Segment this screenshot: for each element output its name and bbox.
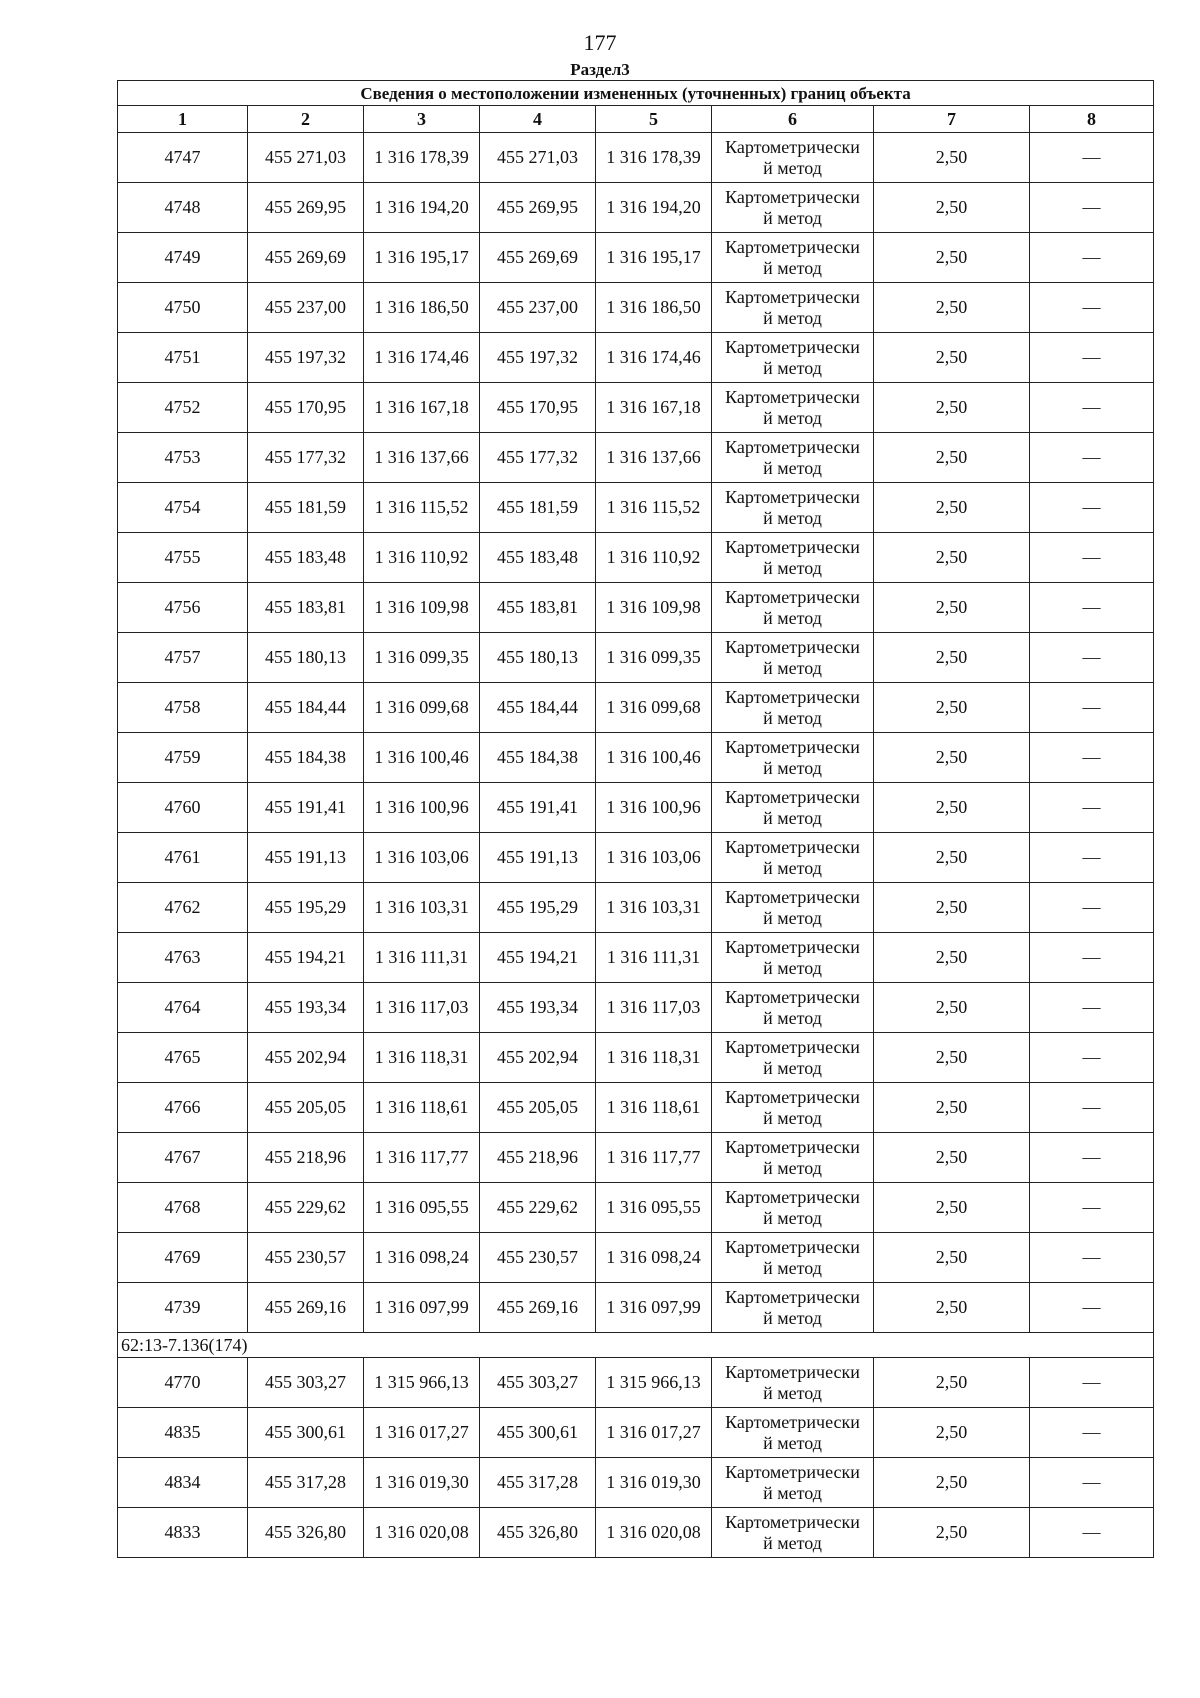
cell-accuracy: 2,50 — [874, 683, 1030, 733]
cell-description: — — [1030, 633, 1154, 683]
cell-x-new: 455 202,94 — [480, 1033, 596, 1083]
table-row — [118, 283, 1154, 333]
cell-x-old: 455 194,21 — [248, 933, 364, 983]
table-row — [118, 1083, 1154, 1133]
cell-description: — — [1030, 833, 1154, 883]
cell-x-new: 455 237,00 — [480, 283, 596, 333]
cell-y-new: 1 316 195,17 — [596, 233, 712, 283]
cell-accuracy: 2,50 — [874, 883, 1030, 933]
table-row — [118, 1508, 1154, 1558]
cell-description: — — [1030, 883, 1154, 933]
cell-y-new: 1 316 117,77 — [596, 1133, 712, 1183]
section-title: Раздел3 — [570, 60, 630, 79]
cell-y-new: 1 316 118,31 — [596, 1033, 712, 1083]
cell-y-new: 1 316 118,61 — [596, 1083, 712, 1133]
cell-y-old: 1 316 195,17 — [364, 233, 480, 283]
table-row — [118, 983, 1154, 1033]
table-row — [118, 783, 1154, 833]
cell-y-old: 1 316 167,18 — [364, 383, 480, 433]
cell-description: — — [1030, 1083, 1154, 1133]
cell-point-number: 4760 — [118, 783, 248, 833]
cell-x-old: 455 230,57 — [248, 1233, 364, 1283]
table-row — [118, 183, 1154, 233]
table-row — [118, 833, 1154, 883]
cell-y-new: 1 316 099,68 — [596, 683, 712, 733]
cell-description: — — [1030, 1458, 1154, 1508]
cell-y-old: 1 316 020,08 — [364, 1508, 480, 1558]
cell-method: Картометрически й метод — [712, 833, 874, 883]
cell-accuracy: 2,50 — [874, 1083, 1030, 1133]
cell-method: Картометрически й метод — [712, 383, 874, 433]
column-header: 2 — [248, 106, 364, 133]
column-header: 7 — [874, 106, 1030, 133]
cell-method: Картометрически й метод — [712, 133, 874, 183]
cell-x-old: 455 184,44 — [248, 683, 364, 733]
cell-method: Картометрически й метод — [712, 233, 874, 283]
cell-accuracy: 2,50 — [874, 933, 1030, 983]
table-row — [118, 483, 1154, 533]
cell-x-old: 455 193,34 — [248, 983, 364, 1033]
table-row — [118, 883, 1154, 933]
cell-x-old: 455 237,00 — [248, 283, 364, 333]
cell-y-old: 1 316 111,31 — [364, 933, 480, 983]
cell-point-number: 4766 — [118, 1083, 248, 1133]
cell-x-new: 455 230,57 — [480, 1233, 596, 1283]
table-row — [118, 733, 1154, 783]
cell-y-old: 1 316 098,24 — [364, 1233, 480, 1283]
cell-y-old: 1 316 019,30 — [364, 1458, 480, 1508]
cell-method: Картометрически й метод — [712, 1233, 874, 1283]
cell-method: Картометрически й метод — [712, 1408, 874, 1458]
cell-method: Картометрически й метод — [712, 1183, 874, 1233]
cell-y-old: 1 316 017,27 — [364, 1408, 480, 1458]
cell-x-old: 455 195,29 — [248, 883, 364, 933]
cell-y-old: 1 316 117,03 — [364, 983, 480, 1033]
cell-point-number: 4754 — [118, 483, 248, 533]
cell-y-old: 1 316 118,31 — [364, 1033, 480, 1083]
cell-method: Картометрически й метод — [712, 1083, 874, 1133]
cell-method: Картометрически й метод — [712, 983, 874, 1033]
cell-description: — — [1030, 683, 1154, 733]
cell-description: — — [1030, 1408, 1154, 1458]
cell-x-old: 455 205,05 — [248, 1083, 364, 1133]
cell-x-new: 455 177,32 — [480, 433, 596, 483]
cell-x-old: 455 197,32 — [248, 333, 364, 383]
cell-y-old: 1 316 100,46 — [364, 733, 480, 783]
cell-y-new: 1 315 966,13 — [596, 1358, 712, 1408]
cell-accuracy: 2,50 — [874, 1233, 1030, 1283]
table-row — [118, 433, 1154, 483]
cell-y-new: 1 316 194,20 — [596, 183, 712, 233]
cell-description: — — [1030, 433, 1154, 483]
cell-description: — — [1030, 1358, 1154, 1408]
cell-accuracy: 2,50 — [874, 1458, 1030, 1508]
cell-accuracy: 2,50 — [874, 583, 1030, 633]
cell-accuracy: 2,50 — [874, 1183, 1030, 1233]
cell-accuracy: 2,50 — [874, 783, 1030, 833]
cell-description: — — [1030, 783, 1154, 833]
cell-description: — — [1030, 1233, 1154, 1283]
cell-x-new: 455 181,59 — [480, 483, 596, 533]
cell-x-old: 455 184,38 — [248, 733, 364, 783]
cell-description: — — [1030, 283, 1154, 333]
cell-x-old: 455 229,62 — [248, 1183, 364, 1233]
table-row — [118, 383, 1154, 433]
cell-accuracy: 2,50 — [874, 133, 1030, 183]
cell-description: — — [1030, 933, 1154, 983]
cell-x-new: 455 183,81 — [480, 583, 596, 633]
cell-x-new: 455 229,62 — [480, 1183, 596, 1233]
cell-x-new: 455 183,48 — [480, 533, 596, 583]
cell-description: — — [1030, 183, 1154, 233]
cell-y-new: 1 316 095,55 — [596, 1183, 712, 1233]
cell-y-old: 1 316 097,99 — [364, 1283, 480, 1333]
cell-description: — — [1030, 133, 1154, 183]
cell-x-old: 455 300,61 — [248, 1408, 364, 1458]
cell-y-new: 1 316 097,99 — [596, 1283, 712, 1333]
cell-x-new: 455 184,44 — [480, 683, 596, 733]
cell-method: Картометрически й метод — [712, 333, 874, 383]
cell-y-new: 1 316 174,46 — [596, 333, 712, 383]
cell-point-number: 4749 — [118, 233, 248, 283]
cell-method: Картометрически й метод — [712, 1033, 874, 1083]
cell-x-new: 455 300,61 — [480, 1408, 596, 1458]
cell-description: — — [1030, 1033, 1154, 1083]
group-label: 62:13-7.136(174) — [118, 1333, 1154, 1358]
cell-point-number: 4767 — [118, 1133, 248, 1183]
cell-x-old: 455 271,03 — [248, 133, 364, 183]
cell-x-old: 455 303,27 — [248, 1358, 364, 1408]
cell-point-number: 4759 — [118, 733, 248, 783]
cell-point-number: 4756 — [118, 583, 248, 633]
cell-y-old: 1 316 194,20 — [364, 183, 480, 233]
cell-x-new: 455 197,32 — [480, 333, 596, 383]
table-row — [118, 233, 1154, 283]
cell-y-new: 1 316 103,06 — [596, 833, 712, 883]
cell-description: — — [1030, 333, 1154, 383]
cell-point-number: 4768 — [118, 1183, 248, 1233]
cell-x-old: 455 269,69 — [248, 233, 364, 283]
cell-y-old: 1 315 966,13 — [364, 1358, 480, 1408]
cell-y-old: 1 316 099,68 — [364, 683, 480, 733]
cell-method: Картометрически й метод — [712, 733, 874, 783]
table-row — [118, 1233, 1154, 1283]
cell-y-new: 1 316 100,46 — [596, 733, 712, 783]
cell-y-new: 1 316 178,39 — [596, 133, 712, 183]
cell-x-old: 455 202,94 — [248, 1033, 364, 1083]
cell-y-old: 1 316 115,52 — [364, 483, 480, 533]
table-row — [118, 1408, 1154, 1458]
cell-point-number: 4761 — [118, 833, 248, 883]
cell-y-new: 1 316 110,92 — [596, 533, 712, 583]
cell-point-number: 4769 — [118, 1233, 248, 1283]
coordinates-table — [117, 80, 1154, 1558]
table-row — [118, 1358, 1154, 1408]
cell-point-number: 4751 — [118, 333, 248, 383]
cell-y-new: 1 316 020,08 — [596, 1508, 712, 1558]
cell-x-old: 455 183,81 — [248, 583, 364, 633]
cell-method: Картометрически й метод — [712, 1133, 874, 1183]
cell-x-new: 455 180,13 — [480, 633, 596, 683]
cell-accuracy: 2,50 — [874, 1283, 1030, 1333]
table-row — [118, 533, 1154, 583]
cell-y-new: 1 316 100,96 — [596, 783, 712, 833]
cell-x-old: 455 191,13 — [248, 833, 364, 883]
cell-method: Картометрически й метод — [712, 1458, 874, 1508]
cell-y-old: 1 316 110,92 — [364, 533, 480, 583]
cell-y-old: 1 316 178,39 — [364, 133, 480, 183]
cell-x-new: 455 193,34 — [480, 983, 596, 1033]
cell-x-new: 455 269,95 — [480, 183, 596, 233]
cell-point-number: 4765 — [118, 1033, 248, 1083]
cell-accuracy: 2,50 — [874, 383, 1030, 433]
cell-accuracy: 2,50 — [874, 833, 1030, 883]
cell-point-number: 4750 — [118, 283, 248, 333]
cell-description: — — [1030, 533, 1154, 583]
cell-y-new: 1 316 186,50 — [596, 283, 712, 333]
cell-accuracy: 2,50 — [874, 283, 1030, 333]
cell-method: Картометрически й метод — [712, 933, 874, 983]
cell-point-number: 4755 — [118, 533, 248, 583]
cell-y-old: 1 316 174,46 — [364, 333, 480, 383]
cell-description: — — [1030, 733, 1154, 783]
cell-y-new: 1 316 137,66 — [596, 433, 712, 483]
cell-accuracy: 2,50 — [874, 1033, 1030, 1083]
cell-y-old: 1 316 118,61 — [364, 1083, 480, 1133]
cell-description: — — [1030, 583, 1154, 633]
cell-method: Картометрически й метод — [712, 633, 874, 683]
table-row — [118, 933, 1154, 983]
cell-point-number: 4758 — [118, 683, 248, 733]
cell-point-number: 4752 — [118, 383, 248, 433]
cell-x-new: 455 303,27 — [480, 1358, 596, 1408]
cell-y-old: 1 316 103,31 — [364, 883, 480, 933]
cell-x-old: 455 170,95 — [248, 383, 364, 433]
table-row — [118, 633, 1154, 683]
cell-accuracy: 2,50 — [874, 983, 1030, 1033]
cell-accuracy: 2,50 — [874, 233, 1030, 283]
table-row — [118, 1133, 1154, 1183]
cell-accuracy: 2,50 — [874, 483, 1030, 533]
cell-y-old: 1 316 117,77 — [364, 1133, 480, 1183]
cell-y-new: 1 316 098,24 — [596, 1233, 712, 1283]
cell-method: Картометрически й метод — [712, 583, 874, 633]
cell-x-old: 455 177,32 — [248, 433, 364, 483]
cell-x-new: 455 317,28 — [480, 1458, 596, 1508]
column-header: 5 — [596, 106, 712, 133]
cell-description: — — [1030, 1283, 1154, 1333]
cell-description: — — [1030, 383, 1154, 433]
cell-method: Картометрически й метод — [712, 1358, 874, 1408]
cell-method: Картометрически й метод — [712, 183, 874, 233]
cell-y-old: 1 316 137,66 — [364, 433, 480, 483]
cell-point-number: 4748 — [118, 183, 248, 233]
cell-x-new: 455 326,80 — [480, 1508, 596, 1558]
cell-y-new: 1 316 167,18 — [596, 383, 712, 433]
cell-x-new: 455 269,69 — [480, 233, 596, 283]
cell-method: Картометрически й метод — [712, 433, 874, 483]
cell-y-new: 1 316 019,30 — [596, 1458, 712, 1508]
cell-point-number: 4757 — [118, 633, 248, 683]
cell-x-new: 455 205,05 — [480, 1083, 596, 1133]
cell-y-new: 1 316 111,31 — [596, 933, 712, 983]
cell-y-new: 1 316 117,03 — [596, 983, 712, 1033]
cell-point-number: 4762 — [118, 883, 248, 933]
cell-x-new: 455 218,96 — [480, 1133, 596, 1183]
cell-description: — — [1030, 233, 1154, 283]
cell-point-number: 4747 — [118, 133, 248, 183]
cell-y-old: 1 316 186,50 — [364, 283, 480, 333]
cell-y-new: 1 316 109,98 — [596, 583, 712, 633]
cell-accuracy: 2,50 — [874, 1408, 1030, 1458]
table-row — [118, 1283, 1154, 1333]
cell-x-new: 455 194,21 — [480, 933, 596, 983]
cell-point-number: 4764 — [118, 983, 248, 1033]
cell-accuracy: 2,50 — [874, 183, 1030, 233]
cell-y-old: 1 316 099,35 — [364, 633, 480, 683]
cell-x-new: 455 191,41 — [480, 783, 596, 833]
cell-description: — — [1030, 983, 1154, 1033]
table-row — [118, 333, 1154, 383]
cell-accuracy: 2,50 — [874, 733, 1030, 783]
column-header: 3 — [364, 106, 480, 133]
column-header: 4 — [480, 106, 596, 133]
cell-y-new: 1 316 103,31 — [596, 883, 712, 933]
column-header-row — [118, 106, 1154, 133]
cell-method: Картометрически й метод — [712, 683, 874, 733]
cell-description: — — [1030, 1183, 1154, 1233]
cell-method: Картометрически й метод — [712, 1283, 874, 1333]
table-row — [118, 133, 1154, 183]
cell-method: Картометрически й метод — [712, 783, 874, 833]
cell-y-new: 1 316 115,52 — [596, 483, 712, 533]
cell-x-old: 455 269,95 — [248, 183, 364, 233]
cell-accuracy: 2,50 — [874, 533, 1030, 583]
cell-y-old: 1 316 109,98 — [364, 583, 480, 633]
cell-x-old: 455 183,48 — [248, 533, 364, 583]
cell-method: Картометрически й метод — [712, 283, 874, 333]
cell-x-new: 455 195,29 — [480, 883, 596, 933]
column-header: 1 — [118, 106, 248, 133]
cell-description: — — [1030, 1133, 1154, 1183]
cell-point-number: 4770 — [118, 1358, 248, 1408]
cell-y-old: 1 316 100,96 — [364, 783, 480, 833]
cell-x-old: 455 191,41 — [248, 783, 364, 833]
cell-accuracy: 2,50 — [874, 333, 1030, 383]
cell-accuracy: 2,50 — [874, 433, 1030, 483]
table-row — [118, 583, 1154, 633]
cell-x-new: 455 269,16 — [480, 1283, 596, 1333]
cell-point-number: 4835 — [118, 1408, 248, 1458]
table-caption: Сведения о местоположении измененных (уточненных) границ объекта — [118, 81, 1154, 106]
cell-point-number: 4833 — [118, 1508, 248, 1558]
table-row — [118, 1458, 1154, 1508]
cell-accuracy: 2,50 — [874, 633, 1030, 683]
cell-y-old: 1 316 095,55 — [364, 1183, 480, 1233]
cell-x-old: 455 317,28 — [248, 1458, 364, 1508]
table-row — [118, 683, 1154, 733]
cell-method: Картометрически й метод — [712, 1508, 874, 1558]
column-header: 6 — [712, 106, 874, 133]
cell-point-number: 4753 — [118, 433, 248, 483]
cell-method: Картометрически й метод — [712, 533, 874, 583]
table-row — [118, 1033, 1154, 1083]
cell-accuracy: 2,50 — [874, 1508, 1030, 1558]
cell-y-new: 1 316 099,35 — [596, 633, 712, 683]
cell-method: Картометрически й метод — [712, 883, 874, 933]
cell-method: Картометрически й метод — [712, 483, 874, 533]
table-row — [118, 1183, 1154, 1233]
cell-x-new: 455 191,13 — [480, 833, 596, 883]
cell-y-new: 1 316 017,27 — [596, 1408, 712, 1458]
cell-point-number: 4834 — [118, 1458, 248, 1508]
cell-description: — — [1030, 1508, 1154, 1558]
cell-x-old: 455 181,59 — [248, 483, 364, 533]
cell-x-new: 455 184,38 — [480, 733, 596, 783]
cell-description: — — [1030, 483, 1154, 533]
cell-x-old: 455 180,13 — [248, 633, 364, 683]
cell-accuracy: 2,50 — [874, 1133, 1030, 1183]
group-row — [118, 1333, 1154, 1358]
cell-point-number: 4739 — [118, 1283, 248, 1333]
cell-point-number: 4763 — [118, 933, 248, 983]
cell-accuracy: 2,50 — [874, 1358, 1030, 1408]
cell-x-old: 455 326,80 — [248, 1508, 364, 1558]
cell-x-new: 455 271,03 — [480, 133, 596, 183]
cell-x-old: 455 269,16 — [248, 1283, 364, 1333]
column-header: 8 — [1030, 106, 1154, 133]
cell-y-old: 1 316 103,06 — [364, 833, 480, 883]
cell-x-old: 455 218,96 — [248, 1133, 364, 1183]
cell-x-new: 455 170,95 — [480, 383, 596, 433]
page-number: 177 — [583, 30, 617, 55]
